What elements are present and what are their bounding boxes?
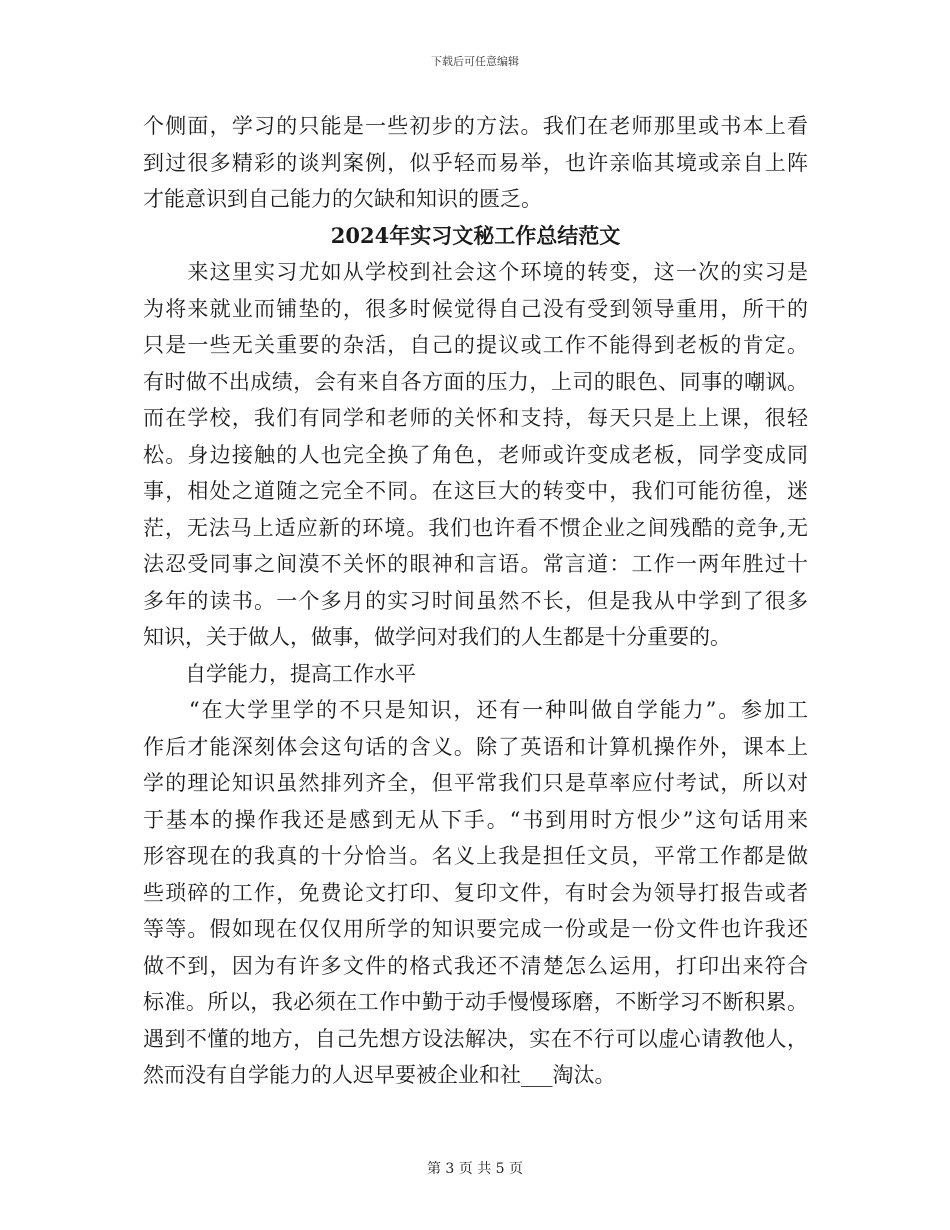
- body-line-4: 来这里实习尤如从学校到社会这个环境的转变，这一次的实习是: [143, 260, 808, 284]
- section-title: 2024年实习文秘工作总结范文: [330, 222, 621, 248]
- body-line-14: 知识，关于做人，做事，做学问对我们的人生都是十分重要的。: [143, 625, 731, 649]
- subheading: 自学能力，提高工作水平: [143, 661, 416, 686]
- body-line-17: 作后才能深刻体会这句话的含义。除了英语和计算机操作外，课本上: [143, 734, 808, 759]
- page-header: 下载后可任意编辑: [431, 55, 519, 68]
- body-line-24: 标准。所以，我必须在工作中勤于动手慢慢琢磨，不断学习不断积累。: [143, 990, 808, 1014]
- body-line-25: 遇到不懂的地方，自己先想方设法解决，实在不行可以虚心请教他人，: [143, 1026, 808, 1051]
- body-line-19: 于基本的操作我还是感到无从下手。“书到用时方恨少”这句话用来: [143, 807, 808, 832]
- body-line-20: 形容现在的我真的十分恰当。名义上我是担任文员，平常工作都是做: [143, 844, 808, 868]
- body-line-16: “在大学里学的不只是知识，还有一种叫做自学能力”。参加工: [143, 698, 808, 722]
- body-line-6: 只是一些无关重要的杂活，自己的提议或工作不能得到老板的肯定。: [143, 333, 808, 357]
- body-line-3: 才能意识到自己能力的欠缺和知识的匮乏。: [143, 187, 542, 211]
- body-line-21: 些琐碎的工作，免费论文打印、复印文件，有时会为领导打报告或者: [143, 880, 808, 905]
- body-line-9: 松。身边接触的人也完全换了角色，老师或许变成老板，同学变成同: [143, 442, 808, 467]
- body-line-2: 到过很多精彩的谈判案例，似乎轻而易举，也许亲临其境或亲自上阵: [143, 150, 808, 175]
- body-line-23: 做不到，因为有许多文件的格式我还不清楚怎么运用，打印出来符合: [143, 953, 808, 978]
- body-line-11: 茫，无法马上适应新的环境。我们也许看不惯企业之间残酷的竞争,无: [143, 515, 808, 540]
- body-line-22: 等等。假如现在仅仅用所学的知识要完成一份或是一份文件也许我还: [143, 917, 808, 941]
- body-line-5: 为将来就业而铺垫的，很多时候觉得自己没有受到领导重用，所干的: [143, 296, 808, 321]
- body-line-7: 有时做不出成绩，会有来自各方面的压力，上司的眼色、同事的嘲讽。: [143, 369, 808, 394]
- body-line-18: 学的理论知识虽然排列齐全，但平常我们只是草率应付考试，所以对: [143, 771, 808, 795]
- body-line-13: 多年的读书。一个多月的实习时间虽然不长，但是我从中学到了很多: [143, 588, 808, 613]
- body-line-26: 然而没有自学能力的人迟早要被企业和社___淘汰。: [143, 1063, 616, 1087]
- document-body: [143, 108, 808, 1094]
- body-line-12: 法忍受同事之间漠不关怀的眼神和言语。常言道：工作一两年胜过十: [143, 552, 808, 576]
- page-footer: 第 3 页 共 5 页: [426, 1161, 524, 1177]
- body-line-1: 个侧面，学习的只能是一些初步的方法。我们在老师那里或书本上看: [143, 114, 808, 138]
- body-line-10: 事，相处之道随之完全不同。在这巨大的转变中，我们可能彷徨，迷: [143, 479, 808, 503]
- body-line-8: 而在学校，我们有同学和老师的关怀和支持，每天只是上上课，很轻: [143, 406, 808, 430]
